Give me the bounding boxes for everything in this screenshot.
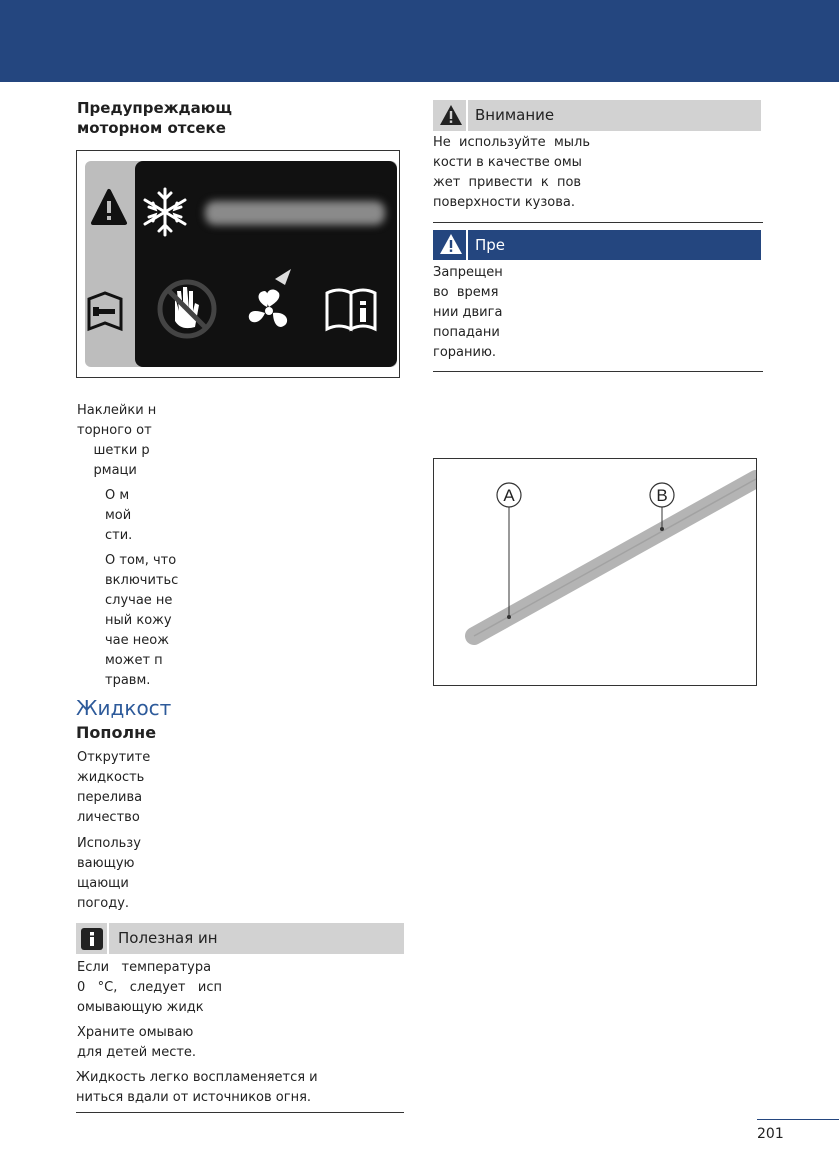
divider <box>433 222 763 223</box>
text-line: щающи <box>77 876 129 891</box>
text-line: О том, что <box>105 553 177 568</box>
text-line: вающую <box>77 856 135 871</box>
warning-icon <box>439 104 463 126</box>
text-line: может п <box>105 653 163 668</box>
text-line: ный кожу <box>105 613 172 628</box>
info-icon <box>80 927 104 951</box>
heading-line: моторном отсеке <box>77 119 226 137</box>
info-paragraph <box>77 958 222 1018</box>
warning-icon <box>93 191 125 223</box>
text-line: рмаци <box>77 463 137 478</box>
bullet-item <box>105 551 178 691</box>
heading-line: Предупреждающ <box>77 99 232 117</box>
text-line: шетки р <box>77 443 150 458</box>
divider <box>433 371 763 372</box>
danger-box-header <box>433 230 761 260</box>
header-bar <box>0 0 839 82</box>
info-book-icon <box>327 290 375 329</box>
text-line: нии двига <box>433 305 503 320</box>
text-line: попадани <box>433 325 500 340</box>
text-line: сти. <box>105 528 133 543</box>
service-book-icon <box>89 293 121 329</box>
intro-paragraph <box>77 401 156 481</box>
text-line: во время <box>433 285 499 300</box>
page-number-rule <box>757 1119 839 1120</box>
text-line: горанию. <box>433 345 497 360</box>
paragraph <box>77 748 150 828</box>
text-line: Если температура <box>77 960 212 975</box>
info-paragraph <box>77 1023 196 1063</box>
bullet-item <box>105 486 132 546</box>
text-line: поверхности кузова. <box>433 195 575 210</box>
text-line: погоду. <box>77 896 130 911</box>
text-line: мой <box>105 508 132 523</box>
text-line: травм. <box>105 673 151 688</box>
text-line: перелива <box>77 790 143 805</box>
text-line: для детей месте. <box>77 1045 197 1060</box>
text-line: О м <box>105 488 130 503</box>
info-paragraph <box>76 1068 318 1108</box>
caution-box-title: Внимание <box>475 106 555 124</box>
caution-paragraph <box>433 133 590 213</box>
danger-box-title: Пре <box>475 236 506 254</box>
warning-label-figure <box>76 150 400 378</box>
warning-icon <box>439 233 463 255</box>
dipstick-figure <box>433 458 757 686</box>
divider <box>76 1112 404 1113</box>
text-line: Храните омываю <box>77 1025 194 1040</box>
text-line: включитьс <box>105 573 179 588</box>
paragraph <box>77 834 141 914</box>
text-line: Не используйте мыль <box>433 135 590 150</box>
text-line: омывающую жидк <box>77 1000 204 1015</box>
text-line: случае не <box>105 593 173 608</box>
caution-box-header <box>433 100 761 131</box>
no-hand-icon <box>160 282 214 336</box>
text-line: ниться вдали от источников огня. <box>76 1090 312 1105</box>
text-line: Использу <box>77 836 141 851</box>
section-title: Жидкост <box>76 696 172 720</box>
fan-icon <box>249 269 291 327</box>
info-box-header <box>76 923 404 954</box>
subsection-title: Пополне <box>76 723 157 742</box>
marker-a-label: A <box>503 486 515 505</box>
text-line: 0 °C, следует исп <box>77 980 222 995</box>
text-line: торного от <box>77 423 152 438</box>
text-line: Жидкость легко воспламеняется и <box>76 1070 318 1085</box>
text-line: Запрещен <box>433 265 503 280</box>
text-line: кости в качестве омы <box>433 155 582 170</box>
marker-b-label: B <box>656 486 668 505</box>
text-line: Открутите <box>77 750 151 765</box>
text-line: Наклейки н <box>77 403 157 418</box>
warning-labels-heading <box>77 98 232 138</box>
text-line: личество <box>77 810 140 825</box>
snowflake-icon <box>145 189 185 235</box>
info-box-title: Полезная ин <box>118 929 218 947</box>
text-line: чае неож <box>105 633 169 648</box>
page-number: 201 <box>757 1126 784 1142</box>
text-line: жидкость <box>77 770 145 785</box>
text-line: жет привести к пов <box>433 175 582 190</box>
danger-paragraph <box>433 263 503 363</box>
